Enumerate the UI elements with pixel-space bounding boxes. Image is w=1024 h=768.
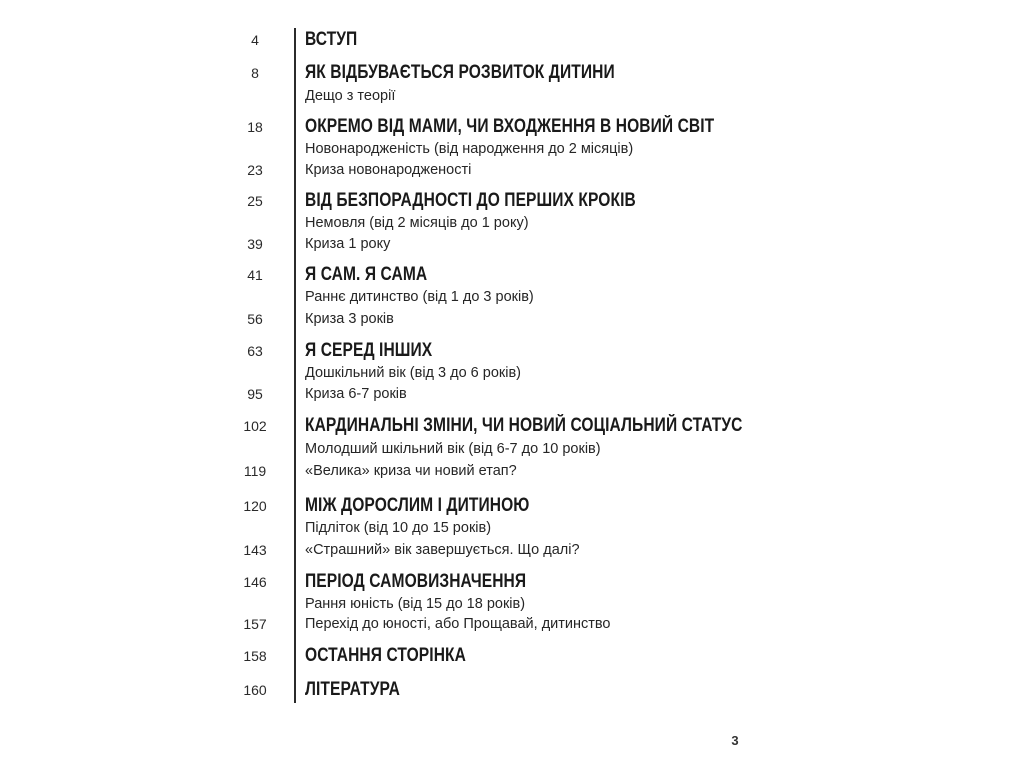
section-title: МІЖ ДОРОСЛИМ І ДИТИНОЮ	[305, 495, 530, 516]
entry-page-number: 158	[243, 648, 267, 664]
section-title: ЛІТЕРАТУРА	[305, 679, 400, 700]
entry-page-number: 120	[243, 498, 267, 514]
crisis-subtitle: Криза новонародженості	[305, 162, 472, 178]
crisis-subtitle: Криза 6-7 років	[305, 386, 407, 402]
entry-page-number: 143	[243, 542, 267, 558]
toc-entry	[0, 644, 1024, 668]
page-number: 3	[731, 733, 739, 748]
toc-subentry	[0, 232, 1024, 256]
section-subtitle: Новонародженість (від народження до 2 місяців)	[305, 141, 634, 157]
toc-entry	[0, 115, 1024, 139]
entry-page-number: 102	[243, 418, 267, 434]
toc-subentry	[0, 382, 1024, 406]
section-subtitle: Раннє дитинство (від 1 до 3 років)	[305, 289, 534, 305]
section-subtitle: Дошкільний вік (від 3 до 6 років)	[305, 365, 521, 381]
section-title: ОКРЕМО ВІД МАМИ, ЧИ ВХОДЖЕННЯ В НОВИЙ СВІТ	[305, 116, 715, 137]
entry-page-number: 119	[243, 463, 267, 479]
toc-subentry	[0, 158, 1024, 182]
entry-page-number: 95	[247, 386, 263, 402]
toc-entry	[0, 28, 1024, 52]
section-title: Я САМ. Я САМА	[305, 264, 428, 285]
toc-subentry	[0, 538, 1024, 562]
section-title: КАРДИНАЛЬНІ ЗМІНИ, ЧИ НОВИЙ СОЦІАЛЬНИЙ СТАТУС	[305, 415, 743, 436]
toc-entry	[0, 678, 1024, 702]
crisis-subtitle: Криза 3 років	[305, 311, 394, 327]
toc-entry	[0, 339, 1024, 363]
entry-page-number: 146	[243, 574, 267, 590]
section-subtitle: Рання юність (від 15 до 18 років)	[305, 596, 526, 612]
toc-entry	[0, 263, 1024, 287]
section-subtitle: Немовля (від 2 місяців до 1 року)	[305, 215, 529, 231]
entry-page-number: 160	[243, 682, 267, 698]
crisis-subtitle: «Велика» криза чи новий етап?	[305, 463, 517, 479]
entry-page-number: 39	[247, 236, 263, 252]
crisis-subtitle: «Страшний» вік завершується. Що далі?	[305, 542, 580, 558]
toc-subentry	[0, 285, 1024, 309]
toc-subentry	[0, 459, 1024, 483]
section-title: ОСТАННЯ СТОРІНКА	[305, 645, 466, 666]
section-subtitle: Підліток (від 10 до 15 років)	[305, 520, 492, 536]
toc-entry	[0, 414, 1024, 438]
section-title: ЯК ВІДБУВАЄТЬСЯ РОЗВИТОК ДИТИНИ	[305, 62, 615, 83]
toc-subentry	[0, 84, 1024, 108]
section-title: ВІД БЕЗПОРАДНОСТІ ДО ПЕРШИХ КРОКІВ	[305, 190, 636, 211]
toc-entry	[0, 494, 1024, 518]
section-title: ВСТУП	[305, 29, 358, 50]
entry-page-number: 63	[247, 343, 263, 359]
toc-subentry	[0, 307, 1024, 331]
section-subtitle: Молодший шкільний вік (від 6-7 до 10 років)	[305, 441, 601, 457]
toc-entry	[0, 189, 1024, 213]
toc-entry	[0, 61, 1024, 85]
section-subtitle: Дещо з теорії	[305, 88, 396, 104]
entry-page-number: 25	[247, 193, 263, 209]
toc-subentry	[0, 437, 1024, 461]
section-title: ПЕРІОД САМОВИЗНАЧЕННЯ	[305, 571, 527, 592]
section-title: Я СЕРЕД ІНШИХ	[305, 340, 433, 361]
crisis-subtitle: Перехід до юності, або Прощавай, дитинство	[305, 616, 611, 632]
entry-page-number: 157	[243, 616, 267, 632]
crisis-subtitle: Криза 1 року	[305, 236, 391, 252]
toc-entry	[0, 570, 1024, 594]
entry-page-number: 18	[247, 119, 263, 135]
entry-page-number: 8	[251, 65, 259, 81]
toc-subentry	[0, 612, 1024, 636]
toc-subentry	[0, 516, 1024, 540]
entry-page-number: 23	[247, 162, 263, 178]
entry-page-number: 4	[251, 32, 259, 48]
entry-page-number: 56	[247, 311, 263, 327]
entry-page-number: 41	[247, 267, 263, 283]
